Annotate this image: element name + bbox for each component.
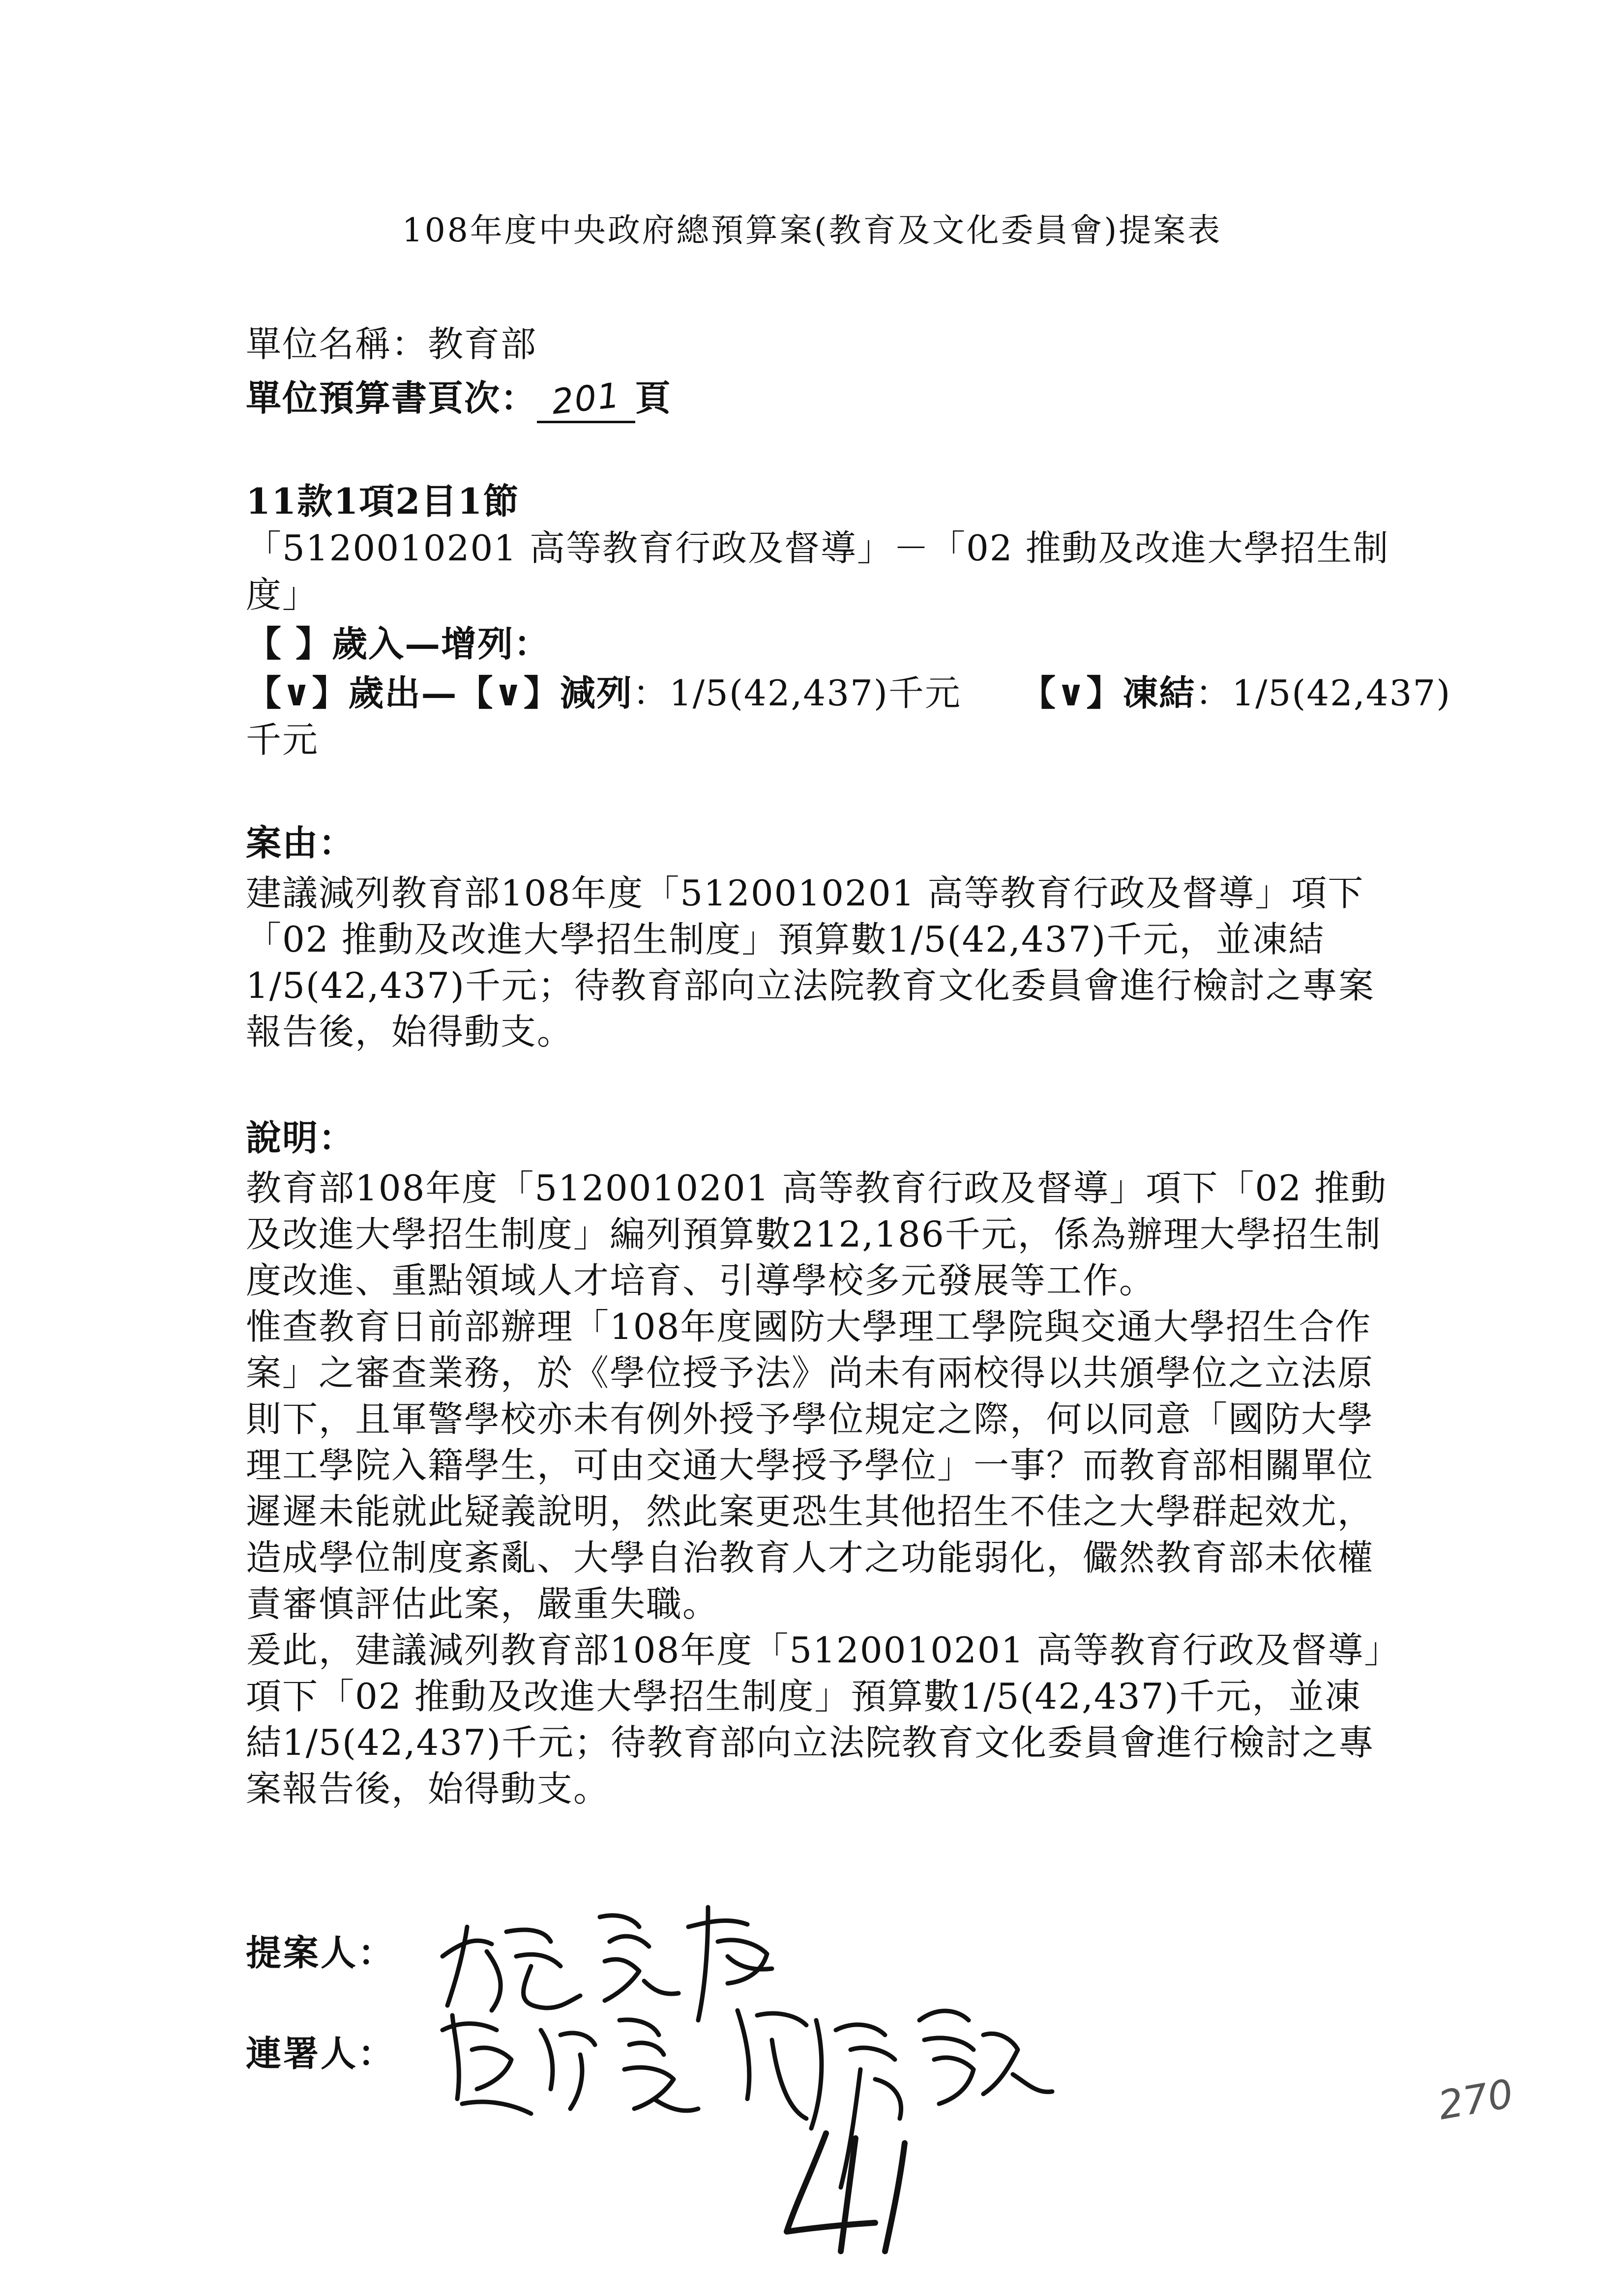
case-label: 案由： [246,822,355,864]
expense-amount: ：1/5(42,437)千元 [632,672,961,714]
explanation-paragraph-2: 惟查教育日前部辦理「108年度國防大學理工學院與交通大學招生合作案」之審查業務，於《學位授予法》尚未有兩校得以共頒學位之立法原則下，且軍警學校亦未有例外授予學位規定之際，何以同意「國防大學理工學院入籍學生，可由交通大學授予學位」一事？而教育部相關單位遲遲未能就此疑義說明，然此案更恐生其他招生不佳之大學群起效尤，造成學位制度紊亂、大學自治教育人才之功能弱化，儼然教育部未依權責審慎評估此案，嚴重失職。 [246,1306,1374,1625]
explanation-paragraph-3: 爰此，建議減列教育部108年度「5120010201 高等教育行政及督導」項下「02 推動及改進大學招生制度」預算數1/5(42,437)千元，並凍結1/5(42,437)千元；待教育部向立法院教育文化委員會進行檢討之專案報告後，始得動支。 [246,1629,1383,1809]
expense-reduce-check: 【∨】歲出—【∨】減列 [246,672,633,714]
case-text: 建議減列教育部108年度「5120010201 高等教育行政及督導」項下「02 推動及改進大學招生制度」預算數1/5(42,437)千元，並凍結1/5(42,437)千元；待教育部向立法院教育文化委員會進行檢討之專案報告後，始得動支。 [246,872,1375,1052]
explanation-label: 說明： [246,1117,355,1159]
case-text-block [246,870,1391,1055]
unit-page-suffix: 頁 [635,377,672,419]
cosigner-signatures [433,2001,1170,2256]
unit-name-value: 教育部 [428,323,537,365]
cosigner-label: 連署人： [246,2033,396,2074]
freeze-unit: 千元 [246,719,319,760]
freeze-check: 【∨】凍結 [1020,672,1196,714]
revenue-line: 【 】歲入—增列： [246,623,551,665]
unit-page-row [246,376,1391,423]
unit-page-number: 201 [550,375,622,423]
unit-name-label: 單位名稱： [246,323,428,365]
proposer-label: 提案人： [246,1932,396,1974]
unit-name-row [246,322,1391,366]
budget-section: 11款1項2目1節 [246,480,520,522]
margin-page-note: 270 [1435,2070,1517,2129]
explanation-block [246,1165,1391,1812]
document-title: 108年度中央政府總預算案(教育及文化委員會)提案表 [402,211,1222,249]
freeze-amount: ：1/5(42,437) [1195,672,1451,714]
unit-page-label: 單位預算書頁次： [246,377,537,419]
unit-page-number-field [537,376,635,423]
expense-freeze-row [246,671,1451,715]
budget-item-line1: 「5120010201 高等教育行政及督導」－「02 推動及改進大學招生制 [246,527,1389,569]
budget-item-line2: 度」 [246,574,319,615]
explanation-paragraph-1: 教育部108年度「5120010201 高等教育行政及督導」項下「02 推動及改進大學招生制度」編列預算數212,186千元，係為辦理大學招生制度改進、重點領域人才培育、引導學校多元發展等工作。 [246,1167,1387,1301]
